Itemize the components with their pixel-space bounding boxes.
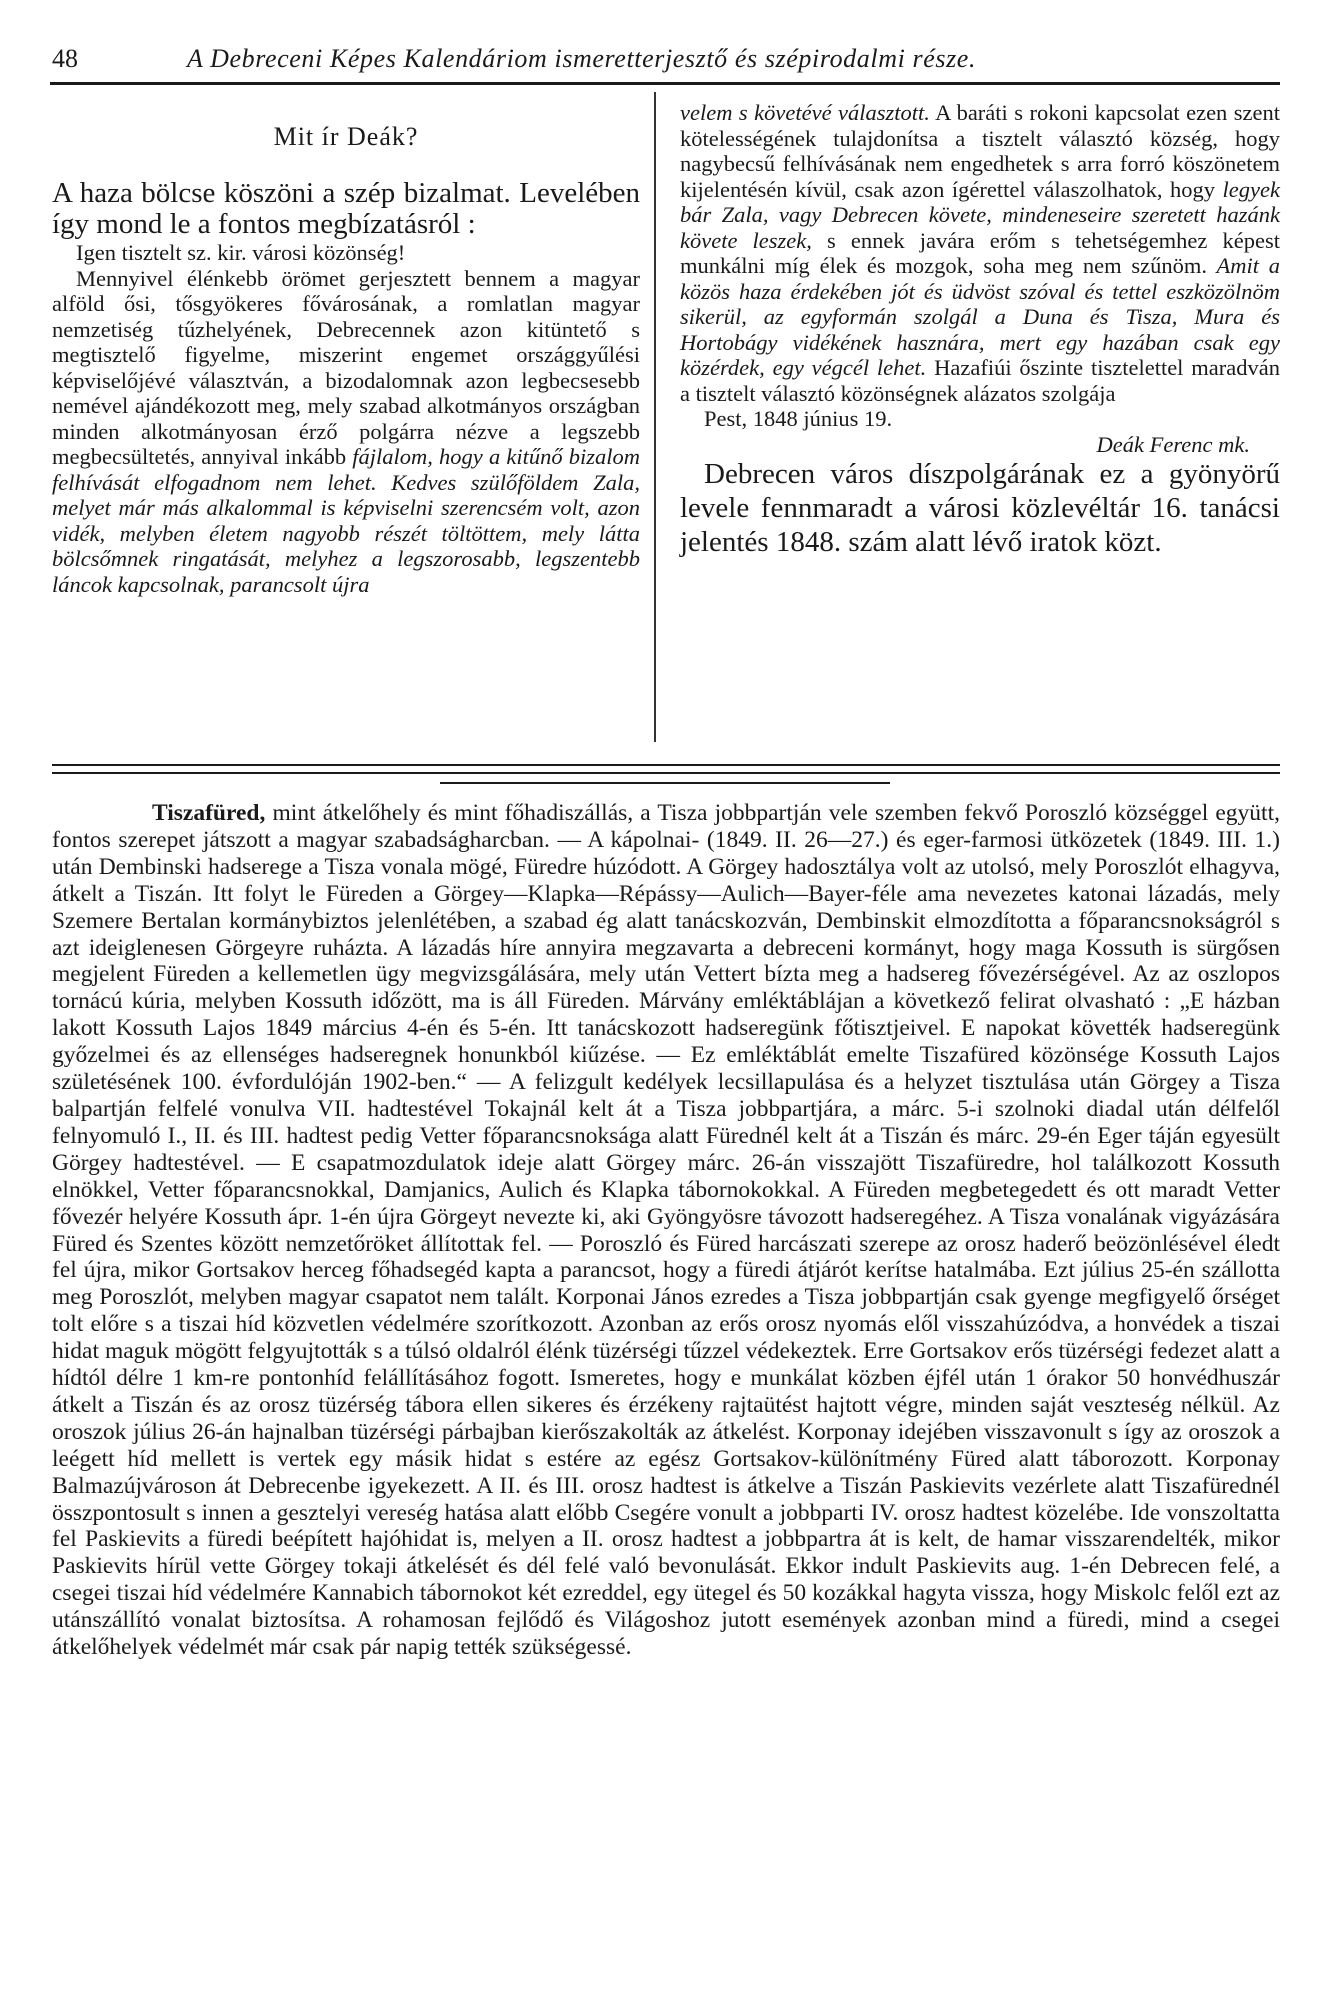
article-paragraph: [52, 800, 1280, 1661]
page-number: 48: [52, 44, 78, 73]
letter-body-1-text: Mennyivel élénkebb örömet gerjesztett bennem a magyar alföld ősi, tősgyökeres fővárosának, a romlatlan magyar nemzetiség tűzhelyének, Debrecennek azon kitüntető s megtisztelő figyelme, miszerint engemet országgyűlési képviselőjévé választván, a bizodalomnak azon legbecsesebb nemével ajándékozott meg, mely szabad alkotmányos országban minden alkotmányosan érző polgárra nézve a legszebb megbecsültetés,: [52, 265, 640, 469]
letter-body-2-italic: fájlalom, hogy a kitűnő bizalom felhívását elfogadnom nem lehet. Kedves szülőföldem Zala, melyet már más alkalommal is képviselni szerencsém volt, azon vidék, melyben életem nagyobb részét töltöttem, mely látta bölcsőmnek ringatását, melyhez a legszorosabb, legszentebb láncok kapcsolnak, parancsolt újra: [52, 444, 640, 597]
left-column: [52, 100, 640, 597]
letter-signature: Deák Ferenc mk.: [1096, 431, 1250, 457]
letter-body-1: [52, 266, 640, 598]
section-rule-short: [440, 782, 890, 784]
intro-quote: A haza bölcse köszöni a szép bizalmat. Levelében így mond le a fontos megbízatásról :: [52, 177, 640, 240]
letter-salutation: Igen tisztelt sz. kir. városi közönség!: [76, 240, 406, 265]
column-divider: [654, 92, 656, 742]
section-heading: Mit ír Deák?: [273, 122, 419, 151]
letter-date: Pest, 1848 június 19.: [704, 406, 893, 431]
section-rule-2: [52, 772, 1280, 774]
article-lead: Tiszafüred,: [152, 800, 266, 826]
article-tiszafured: [52, 800, 1280, 1661]
article-text: mint átkelőhely és mint főhadiszállás, a Tisza jobbpartján vele szemben fekvő Poroszló községgel együtt, fontos szerepet játszott a magyar szabadságharcban. — A kápolnai- (1849. II. 26—27.) és eger-farmosi ütközetek (1849. III. 1.) után Dembinski hadserege a Tisza vonala mögé, Füredre húzódott. A Görgey hadosztálya volt az utolsó, mely Poroszlót elhagyva, átkelt a Tiszán. Itt folyt le Füreden a Görgey—Klapka—Répássy—Aulich—Bayer-féle ama nevezetes katonai lázadás, mely Szemere Bertalan kormánybiztos jelenlétében, a szabad ég alatt tanácskozván, Dembinskit elmozdította a főparancsnokságról s azt ideiglenesen Görgeyre ruházta. A lázadás híre annyira megzavarta a debreceni kormányt, hogy maga Kossuth is sürgősen megjelent Füreden a kellemetlen ügy megvizsgálására, mely után Vettert bízta meg a hadsereg fővezérségével. Az az oszlopos tornácú kúria, melyben Kossuth időzött, ma is áll Füreden. Márvány emléktáblájan a következő felirat olvasható : „E házban lakott Kossuth Lajos 1849 március 4-én és 5-én. Itt tanácskozott hadseregünk főtisztjeivel. E napokat követték hadseregünk győzelmei és az ellenséges hadseregnek honunkból kiűzése. — Ez emléktáblát emelte Tiszafüred közönsége Kossuth Lajos születésének 100. évfordulóján 1902-ben.“ — A felizgult kedélyek lecsillapulása és a helyzet tisztulása után Görgey a Tisza balpartján felfelé vonulva VII. hadtestével Tokajnál kelt át a Tisza jobbpartjára, a márc. 5-i szolnoki diadal után délfelől felnyomuló I., II. és III. hadtest pedig Vetter főparancsnoksága alatt Fürednél kelt át a Tiszán és márc. 29-én Eger táján egyesült Görgey hadtestével. — E csapatmozdulatok ideje alatt Görgey márc. 26-án visszajött Tiszafüredre, hol találkozott Kossuth elnökkel, Vetter főparancsnokkal, Damjanics, Aulich és Klapka tábornokokkal. A Füreden megbetegedett és ott maradt Vetter fővezér helyére Kossuth ápr. 1-én újra Görgeyt nevezte ki, aki Gyöngyösre távozott hadseregéhez. A Tisza vonalának vigyázására Füred és Szentes között nemzetőröket állítottak fel. — Poroszló és Füred harcászati szerepe az orosz haderő beözönlésével éledt fel újra, mikor Gortsakov herceg főhadsegéd kapta a parancsot, hogy a füredi átjárót kerítse hatalmába. Ezt július 25-én szállotta meg Poroszlót, melyben magyar csapatot nem talált. Korponai János ezredes a Tisza jobbpartján csak gyenge megfigyelő őrséget tolt előre s a tiszai híd közvetlen védelmére szorítkozott. Azonban az erős orosz nyomás elől visszahúzódva, a honvédek a tiszai hidat maguk mögött felgyujtották s a túlsó oldalról élénk tüzérségi tűzzel védekeztek. Erre Gortsakov erős tüzérségi fedezet alatt a hídtól délre 1 km-re pontonhíd felállításához fogott. Ismeretes, hogy e munkálat közben éjfél után 1 órakor 50 honvédhuszár átkelt a Tiszán és az orosz tüzérség tábora ellen sikeres és érzékeny rajtaütést hajtott végre, minden saját veszteség nélkül. Az oroszok július 26-án hajnalban tüzérségi párbajban kierőszakolták az átkelést. Korponay idejében visszavonult s így az oroszok a leégett híd mellett is vertek egy másik hidat s estére az egész Gortsakov-különítmény Füred alatt táborozott. Korponay Balmazújvároson át Debrecenbe igyekezett. A II. és III. orosz hadtest is átkelve a Tiszán Paskievits vezérlete alatt Tiszafürednél összpontosult s innen a gesztelyi vereség hatása alatt előbb Csegére vonult a jobbparti IV. orosz hadtest közelébe. Ide vonszoltatta fel Paskievits a füredi beépített hajóhidat is, melyen a II. orosz hadtest a jobbpartra át is kelt, de hamar visszarendelték, mikor Paskievits hírül vette Görgey tokaji átkelését és dél felé való bevonulását. Ekkor indult Paskievits aug. 1-én Debrecen felé, a csegei tiszai híd védelmére Kannabich tábornokot két ezreddel, egy ütegel és 50 kozákkal hagyta vissza, hogy Miskolc felől ezt az utánszállító vonalat biztosítsa. A rohamosan fejlődő és Világoshoz jutott események azonban mind a füredi, mind a csegei átkelőhelyek védelmét már csak pár napig tették szükségessé.: [52, 800, 1280, 1661]
letter-cont-italic-3: Amit a közös haza érdekében jót és üdvöst szóval és tettel eszközölnöm sikerül, az egyformán szolgál a Duna és Tisza, Mura és Hortobágy vidékének hasznára, mert egy hazában csak egy közérdek, egy végcél lehet.: [680, 253, 1280, 380]
letter-continuation: [680, 100, 1280, 406]
running-title: A Debreceni Képes Kalendáriom ismeretterjesztő és szépirodalmi része.: [187, 44, 977, 73]
page-header: [52, 44, 1278, 84]
section-rule-1: [52, 764, 1280, 766]
header-rule: [50, 82, 1280, 85]
letter-cont-3: Hazafiúi őszinte tisztelettel maradván a tisztelt választó közönségnek alázatos szolgája: [680, 355, 1280, 406]
letter-cont-italic-1: velem s követévé választott.: [680, 100, 930, 125]
letter-cont-1: A baráti s rokoni kapcsolat ezen szent kötelességének tulajdonítsa a tisztelt választó község, hogy nagybecsű felhívásának nem engedhetek s arra forró köszönetem kijelentésén kívül, csak azon ígérettel válaszolhatok, hogy: [680, 100, 1280, 202]
letter-cont-italic-2: legyek bár Zala, vagy Debrecen követe, mindeneseire szeretett hazánk követe leszek,: [680, 176, 1280, 253]
right-column: [680, 100, 1280, 559]
closing-note: Debrecen város díszpolgárának ez a gyönyörű levele fennmaradt a városi közlevéltár 16. tanácsi jelentés 1848. szám alatt lévő iratok közt.: [680, 458, 1280, 558]
letter-cont-2: s ennek javára erőm s tehetségemhez képest munkálni míg élek és mozgok, soha meg nem szűnöm.: [680, 227, 1280, 278]
letter-body-2-text: annyival inkább: [201, 444, 353, 469]
